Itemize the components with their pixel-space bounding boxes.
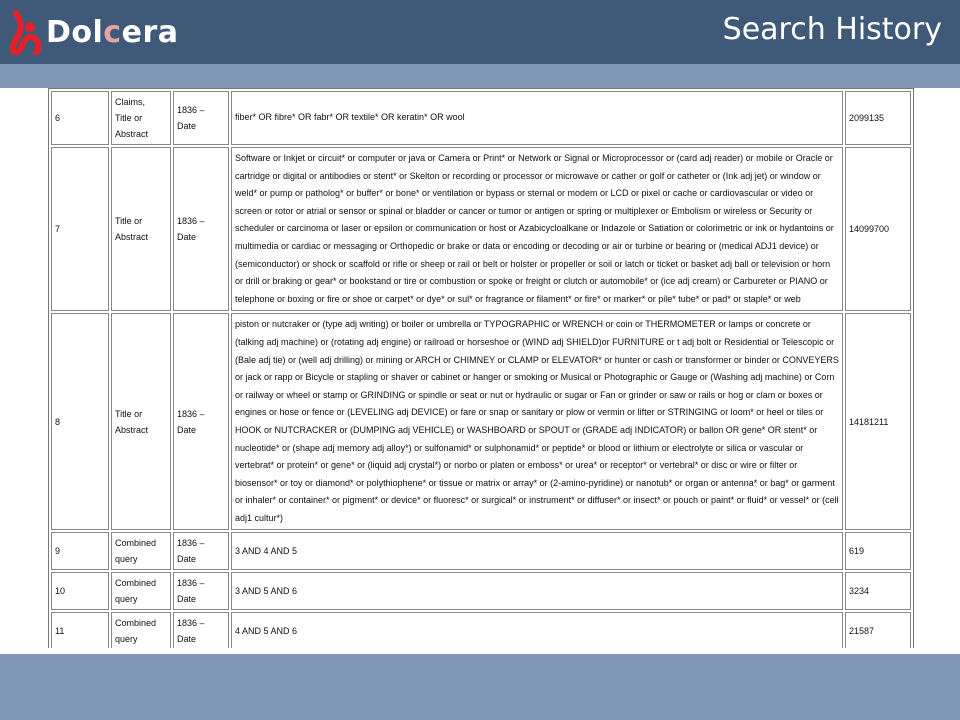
date-range-line: 1836 –: [177, 618, 205, 629]
query-text: 4 AND 5 AND 6: [231, 612, 843, 648]
row-number: 8: [51, 313, 109, 530]
search-history-table-container: [48, 88, 914, 648]
date-range-line: Date: [177, 634, 197, 645]
query-text: 3 AND 5 AND 6: [231, 572, 843, 610]
date-range: [173, 313, 229, 530]
result-count: 2099135: [845, 91, 911, 145]
search-field: [111, 612, 171, 648]
search-field-line: Abstract: [115, 129, 149, 139]
result-count: 14181211: [845, 313, 911, 530]
result-count: 3234: [845, 572, 911, 610]
search-field: [111, 532, 171, 570]
top-band: [0, 64, 960, 88]
row-number: 9: [51, 532, 109, 570]
bottom-band: [0, 654, 960, 720]
date-range-line: 1836 –: [177, 216, 205, 227]
date-range-line: 1836 –: [177, 538, 205, 549]
search-field: [111, 91, 171, 145]
dolcera-logo: [8, 8, 178, 56]
search-field-line: query: [115, 594, 138, 605]
search-field-line: Abstract: [115, 232, 149, 243]
table-row: [51, 313, 911, 530]
search-history-table: [48, 88, 914, 648]
result-count: 14099700: [845, 147, 911, 311]
search-field-line: Combined: [115, 618, 157, 629]
search-field: [111, 313, 171, 530]
search-field-line: Combined: [115, 578, 157, 589]
date-range: [173, 91, 229, 145]
table-row: [51, 612, 911, 648]
search-field-line: Title or: [115, 408, 143, 419]
date-range-line: Date: [177, 232, 197, 243]
date-range: [173, 532, 229, 570]
search-field-line: Title or: [115, 216, 143, 227]
query-text: 3 AND 4 AND 5: [231, 532, 843, 570]
search-field: [111, 147, 171, 311]
search-field-line: query: [115, 554, 138, 565]
page-title: Search History: [722, 12, 942, 47]
row-number: 6: [51, 91, 109, 145]
result-count: 619: [845, 532, 911, 570]
row-number: 11: [51, 612, 109, 648]
table-row: [51, 147, 911, 311]
date-range-line: 1836 –: [177, 105, 205, 115]
query-text: fiber* OR fibre* OR fabr* OR textile* OR keratin* OR wool: [231, 91, 843, 145]
search-field: [111, 572, 171, 610]
dolcera-logo-icon: [8, 9, 42, 55]
date-range-line: Date: [177, 424, 197, 435]
header-bar: [0, 0, 960, 64]
query-text: Software or Inkjet or circuit* or computer or java or Camera or Print* or Network or Signal or Microprocessor or (card adj reader) or mobile or Oracle or cartridge or digital or antibodies or stent* or Skelton or recording or processor or microwave or cather or golf or catheter or (Ink adj jet) or window or weld* or pump or patholog* or buffer* or bone* or ventilation or bypass or sternal or modem or LCD or pixel or cache or cardiovascular or video or screen or rotor or atrial or sensor or spinal or bladder or cancer or tumor or antigen or spring or multiplexer or Embolism or wireless or Security or scheduler or carcinoma or laser or epsilon or communication or host or Azabicycloalkane or Indazole or Satiation or colorimetric or ink or hydantoins or multimedia or cardiac or messaging or Orthopedic or brake or data or encoding or decoding or air or turbine or bearing or (medical ADJ1 device) or (semiconductor) or shock or scaffold or rifle or sheep or rail or belt or holster or propeller or soil or latch or ticket or basket adj ball or television or horn or drill or braking or gear* or bookstand or tire or combustion or spoke or freight or clutch or automobile* or (ice adj cream) or Carbureter or PIANO or telephone or boxing or fire or shoe or carpet* or dye* or sul* or fragrance or filament* or fire* or marker* or pile* tube* or pad* or staple* or web: [231, 147, 843, 311]
table-row: [51, 572, 911, 610]
date-range: [173, 147, 229, 311]
date-range-line: 1836 –: [177, 408, 205, 419]
date-range-line: Date: [177, 121, 197, 131]
search-field-line: query: [115, 634, 138, 645]
query-text: piston or nutcraker or (type adj writing) or boiler or umbrella or TYPOGRAPHIC or WRENCH or coin or THERMOMETER or lamps or concrete or (talking adj machine) or (rotating adj engine) or railroad or horseshoe or (WIND adj SHIELD)or FURNITURE or t adj bolt or Residential or Telescopic or (Bale adj tie) or (well adj drilling) or mining or ARCH or CHIMNEY or CLAMP or ELEVATOR* or hunter or cash or transformer or binder or CONVEYERS or jack or rapp or Bicycle or stapling or shaver or cabinet or hanger or smoking or Musical or Photographic or Gauge or (Washing adj machine) or Corn or railway or wheel or stamp or GRINDING or spindle or seat or nut or hydraulic or sugar or Fan or grinder or saw or rails or hog or clam or boxes or engines or hose or fence or (LEVELING adj DEVICE) or fare or snap or sanitary or plow or vermin or lifter or STRINGING or loom* or heel or tiles or HOOK or NUTCRACKER or (DUMPING adj VEHICLE) or WASHBOARD or SPOUT or (GRADE adj INDICATOR) or ballon OR gene* OR stent* or nucleotide* or (shape adj memory adj alloy*) or sulfonamid* or sulphonamid* or peptide* or blood or lithium or electrolyte or silica or vascular or vertebrat* or protein* or gene* or (liquid adj crystal*) or norbo or platen or emboss* or urea* or receptor* or vertebral* or disc or wire or filter or biosensor* or toy or diamond* or polythiophene* or tissue or matrix or array* or (2-amino-pyridine) or nanotub* or organ or antenna* or bag* or garment or inhaler* or container* or pigment* or device* or fluoresc* or surgical* or instrument* or diffuser* or insect* or pouch or paint* or fluid* or vessel* or (cell adj1 cultur*): [231, 313, 843, 530]
search-field-line: Abstract: [115, 424, 149, 435]
brand-name: Dolcera: [46, 14, 179, 50]
search-field-line: Combined: [115, 538, 157, 549]
date-range-line: Date: [177, 594, 197, 605]
table-row: [51, 532, 911, 570]
date-range: [173, 612, 229, 648]
result-count: 21587: [845, 612, 911, 648]
search-field-line: Title or: [115, 113, 143, 123]
date-range: [173, 572, 229, 610]
row-number: 10: [51, 572, 109, 610]
date-range-line: 1836 –: [177, 578, 205, 589]
table-row: [51, 91, 911, 145]
row-number: 7: [51, 147, 109, 311]
search-field-line: Claims,: [115, 97, 146, 107]
date-range-line: Date: [177, 554, 197, 565]
